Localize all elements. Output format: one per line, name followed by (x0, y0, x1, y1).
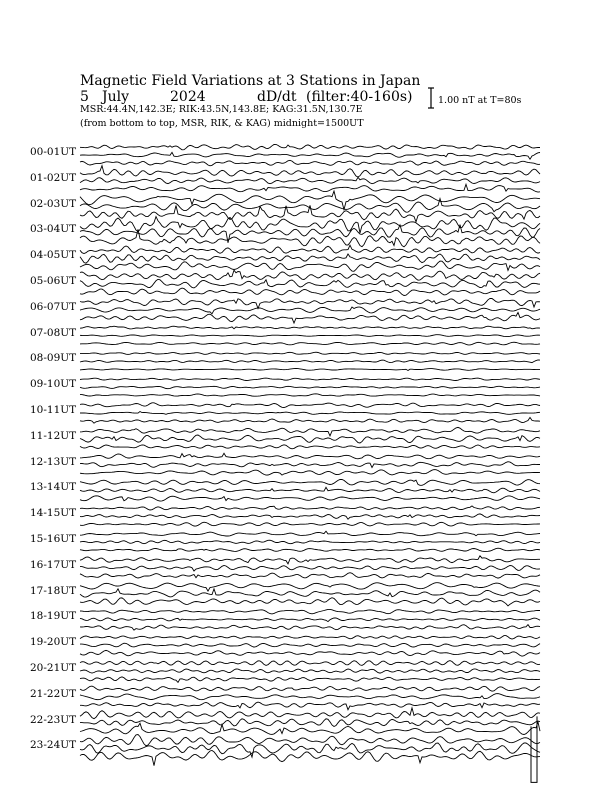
date-month: July (102, 89, 130, 105)
chart-title: Magnetic Field Variations at 3 Stations in Japan (80, 73, 421, 89)
hour-label: 10-11UT (30, 404, 77, 416)
trace-kag (80, 556, 540, 564)
trace-rik (80, 307, 540, 314)
trace-msr (80, 625, 540, 631)
hour-label: 01-02UT (30, 171, 77, 184)
trace-msr (80, 496, 540, 501)
trace-msr (80, 369, 540, 371)
trace-rik (80, 412, 540, 415)
trace-rik (80, 743, 540, 757)
trace-rik (80, 566, 540, 572)
hour-label: 23-24UT (30, 739, 77, 752)
trace-rik (80, 435, 540, 443)
hour-label: 07-08UT (30, 326, 77, 339)
trace-rik (80, 589, 540, 597)
trace-msr (80, 394, 540, 396)
trace-kag (80, 403, 540, 408)
hour-label: 15-16UT (30, 533, 77, 545)
trace-rik (80, 618, 540, 622)
scale-label: 1.00 nT at T=80s (438, 95, 522, 106)
trace-msr (80, 261, 540, 271)
trace-kag (80, 609, 540, 614)
station-order-note: (from bottom to top, MSR, RIK, & KAG) midnight=1500UT (80, 118, 364, 129)
hour-label: 06-07UT (30, 300, 77, 313)
hour-label: 05-06UT (30, 275, 77, 287)
trace-kag (80, 686, 540, 691)
station-coordinates: MSR:44.4N,142.3E; RIK:43.5N,143.8E; KAG:31.5N,130.7E (80, 104, 363, 115)
trace-kag (80, 480, 540, 486)
trace-msr (80, 342, 540, 345)
hour-label: 17-18UT (30, 584, 77, 597)
trace-msr (80, 160, 540, 166)
hour-label: 09-10UT (30, 378, 77, 391)
trace-rik (80, 335, 540, 337)
hour-label: 03-04UT (30, 223, 77, 236)
hour-label: 16-17UT (30, 558, 77, 571)
trace-msr (80, 548, 540, 551)
hour-label: 00-01UT (30, 146, 77, 158)
trace-kag (80, 708, 540, 719)
hour-label: 11-12UT (30, 429, 77, 442)
trace-kag (80, 735, 540, 746)
quantity-label: dD/dt (257, 89, 297, 105)
date-day: 5 (80, 89, 89, 105)
trace-msr (80, 677, 540, 683)
hour-label: 18-19UT (30, 610, 77, 623)
trace-rik (80, 177, 540, 183)
trace-kag (80, 427, 540, 436)
trace-rik (80, 719, 540, 727)
hour-label: 04-05UT (30, 249, 77, 262)
trace-msr (80, 702, 540, 710)
trace-rik (80, 279, 540, 288)
trace-kag (80, 636, 540, 639)
trace-kag (80, 531, 540, 536)
trace-rik (80, 669, 540, 673)
trace-rik (80, 152, 540, 159)
trace-kag (80, 144, 540, 149)
trace-msr (80, 445, 540, 449)
trace-kag (80, 352, 540, 354)
filter-label: (filter:40-160s) (306, 89, 413, 105)
hour-label: 22-23UT (30, 713, 77, 726)
trace-kag (80, 378, 540, 380)
trace-kag (80, 298, 540, 308)
trace-kag (80, 245, 540, 253)
hour-label: 14-15UT (30, 507, 77, 520)
trace-kag (80, 661, 540, 666)
trace-msr (80, 417, 540, 423)
trace-msr (80, 598, 540, 606)
trace-rik (80, 386, 540, 388)
trace-rik (80, 487, 540, 493)
trace-msr (80, 573, 540, 578)
trace-kag (80, 583, 540, 591)
trace-msr (80, 722, 540, 735)
trace-msr (80, 522, 540, 526)
trace-rik (80, 694, 540, 700)
trace-rik (80, 643, 540, 647)
hour-label: 08-09UT (30, 352, 77, 365)
trace-msr (80, 288, 540, 295)
hour-label: 20-21UT (30, 662, 77, 674)
trace-rik (80, 540, 540, 544)
hour-label: 21-22UT (30, 687, 77, 700)
trace-rik (80, 254, 540, 263)
trace-msr (80, 751, 540, 766)
hour-label: 02-03UT (30, 197, 77, 210)
trace-kag (80, 506, 540, 510)
trace-kag (80, 453, 540, 459)
hour-label: 13-14UT (30, 481, 77, 494)
trace-rik (80, 360, 540, 363)
trace-msr (80, 184, 540, 192)
trace-rik (80, 462, 540, 468)
trace-msr (80, 313, 540, 324)
trace-kag (80, 270, 540, 280)
trace-rik (80, 514, 540, 519)
date-year: 2024 (170, 89, 206, 105)
hour-label: 12-13UT (30, 455, 77, 468)
trace-kag (80, 326, 540, 329)
trace-msr (80, 650, 540, 656)
trace-msr (80, 470, 540, 476)
hour-label: 19-20UT (30, 636, 77, 649)
trace-kag (80, 166, 540, 177)
